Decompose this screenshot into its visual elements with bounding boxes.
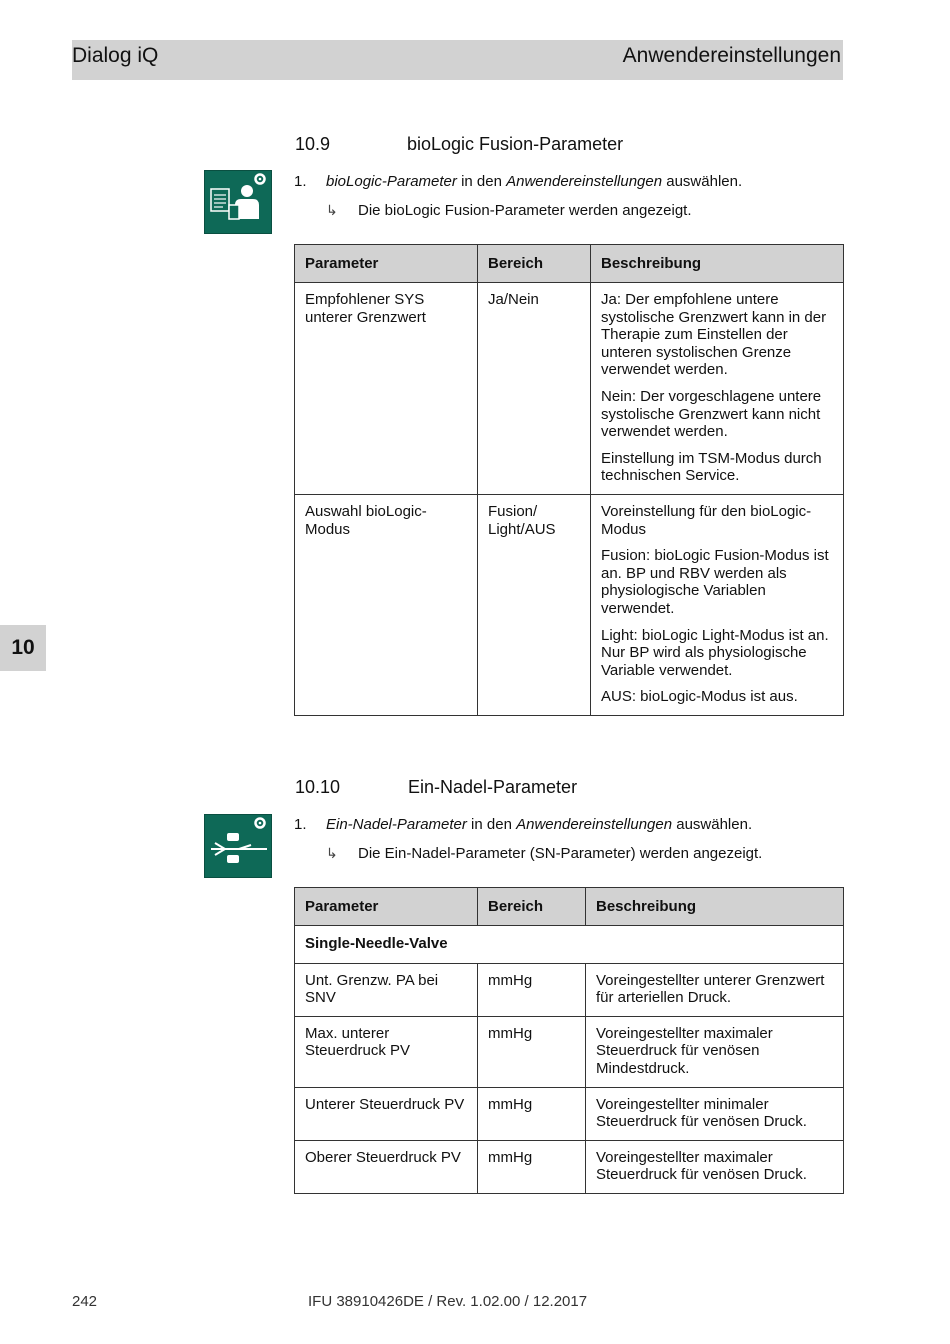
- screen-name: Anwendereinstellungen: [516, 816, 673, 833]
- user-settings-icon: [204, 170, 272, 234]
- section-heading-single-needle: [295, 777, 795, 801]
- cell-range: mmHg: [478, 1016, 586, 1087]
- header-range: Bereich: [478, 245, 591, 283]
- cell-range: Fusion/ Light/AUS: [478, 494, 591, 715]
- chapter-tab: 10: [0, 625, 46, 671]
- header-description: Beschreibung: [591, 245, 844, 283]
- result-biologic: [326, 202, 826, 222]
- section-title: Ein-Nadel-Parameter: [408, 777, 578, 797]
- step-number: 1.: [294, 816, 307, 833]
- result-arrow-icon: ↳: [326, 202, 338, 218]
- cell-description: Voreingestellter maximaler Steuerdruck für venösen Mindestdruck.: [586, 1016, 844, 1087]
- cell-parameter: Empfohlener SYS unterer Grenzwert: [295, 283, 478, 495]
- step-text: bioLogic-Parameter in den Anwendereinstellungen auswählen.: [326, 173, 743, 190]
- menu-name: bioLogic-Parameter: [326, 173, 457, 190]
- cell-description: Ja: Der empfohlene untere systolische Grenzwert kann in der Therapie zum Einstellen der unteren systolischen Grenze verwendet werden. Nein: Der vorgeschlagene untere systolische Grenzwert kann nicht verwendet werden. Einstellung im TSM-Modus durch technischen Service.: [591, 283, 844, 495]
- cell-description: Voreingestellter minimaler Steuerdruck für venösen Druck.: [586, 1087, 844, 1140]
- step-1-single-needle: [294, 816, 814, 836]
- result-arrow-icon: ↳: [326, 845, 338, 861]
- header-range: Bereich: [478, 888, 586, 926]
- table-header-row: [295, 245, 844, 283]
- table-row: [295, 1140, 844, 1193]
- table-header-row: [295, 888, 844, 926]
- cell-description: Voreingestellter maximaler Steuerdruck für venösen Druck.: [586, 1140, 844, 1193]
- single-needle-parameter-table: [294, 887, 844, 1194]
- cell-parameter: Unterer Steuerdruck PV: [295, 1087, 478, 1140]
- header-product-title: Dialog iQ: [72, 44, 159, 67]
- table-row: [295, 963, 844, 1016]
- table-row: [295, 494, 844, 715]
- table-row: [295, 283, 844, 495]
- page-number: 242: [72, 1293, 98, 1310]
- document-reference: IFU 38910426DE / Rev. 1.02.00 / 12.2017: [308, 1293, 588, 1310]
- cell-parameter: Max. unterer Steuerdruck PV: [295, 1016, 478, 1087]
- result-single-needle: [326, 845, 826, 865]
- cell-range: mmHg: [478, 1140, 586, 1193]
- result-text: Die Ein-Nadel-Parameter (SN-Parameter) werden angezeigt.: [358, 845, 763, 862]
- section-heading-biologic: [295, 134, 795, 158]
- single-needle-settings-icon: [204, 814, 272, 878]
- table-row: [295, 1087, 844, 1140]
- cell-description: Voreinstellung für den bioLogic-Modus Fusion: bioLogic Fusion-Modus ist an. BP und RBV werden als physiologische Variablen verwendet. Light: bioLogic Light-Modus ist an. Nur BP wird als physiologische Variable verwendet. AUS: bioLogic-Modus ist aus.: [591, 494, 844, 715]
- result-text: Die bioLogic Fusion-Parameter werden angezeigt.: [358, 202, 692, 219]
- section-title: bioLogic Fusion-Parameter: [407, 134, 624, 154]
- table-subheading: Single-Needle-Valve: [295, 926, 844, 964]
- cell-range: mmHg: [478, 963, 586, 1016]
- header-chapter-title: Anwendereinstellungen: [622, 44, 841, 67]
- step-text: Ein-Nadel-Parameter in den Anwendereinstellungen auswählen.: [326, 816, 753, 833]
- cell-description: Voreingestellter unterer Grenzwert für arteriellen Druck.: [586, 963, 844, 1016]
- step-number: 1.: [294, 173, 307, 190]
- table-subheading-row: [295, 926, 844, 964]
- section-number: 10.9: [295, 134, 331, 154]
- menu-name: Ein-Nadel-Parameter: [326, 816, 467, 833]
- screen-name: Anwendereinstellungen: [506, 173, 663, 190]
- table-row: [295, 1016, 844, 1087]
- header-description: Beschreibung: [586, 888, 844, 926]
- cell-parameter: Oberer Steuerdruck PV: [295, 1140, 478, 1193]
- cell-parameter: Auswahl bioLogic-Modus: [295, 494, 478, 715]
- header-parameter: Parameter: [295, 888, 478, 926]
- cell-range: mmHg: [478, 1087, 586, 1140]
- header-parameter: Parameter: [295, 245, 478, 283]
- cell-parameter: Unt. Grenzw. PA bei SNV: [295, 963, 478, 1016]
- section-number: 10.10: [295, 777, 341, 797]
- step-1-biologic: [294, 173, 814, 193]
- cell-range: Ja/Nein: [478, 283, 591, 495]
- biologic-parameter-table: [294, 244, 844, 716]
- page-header: [72, 40, 843, 80]
